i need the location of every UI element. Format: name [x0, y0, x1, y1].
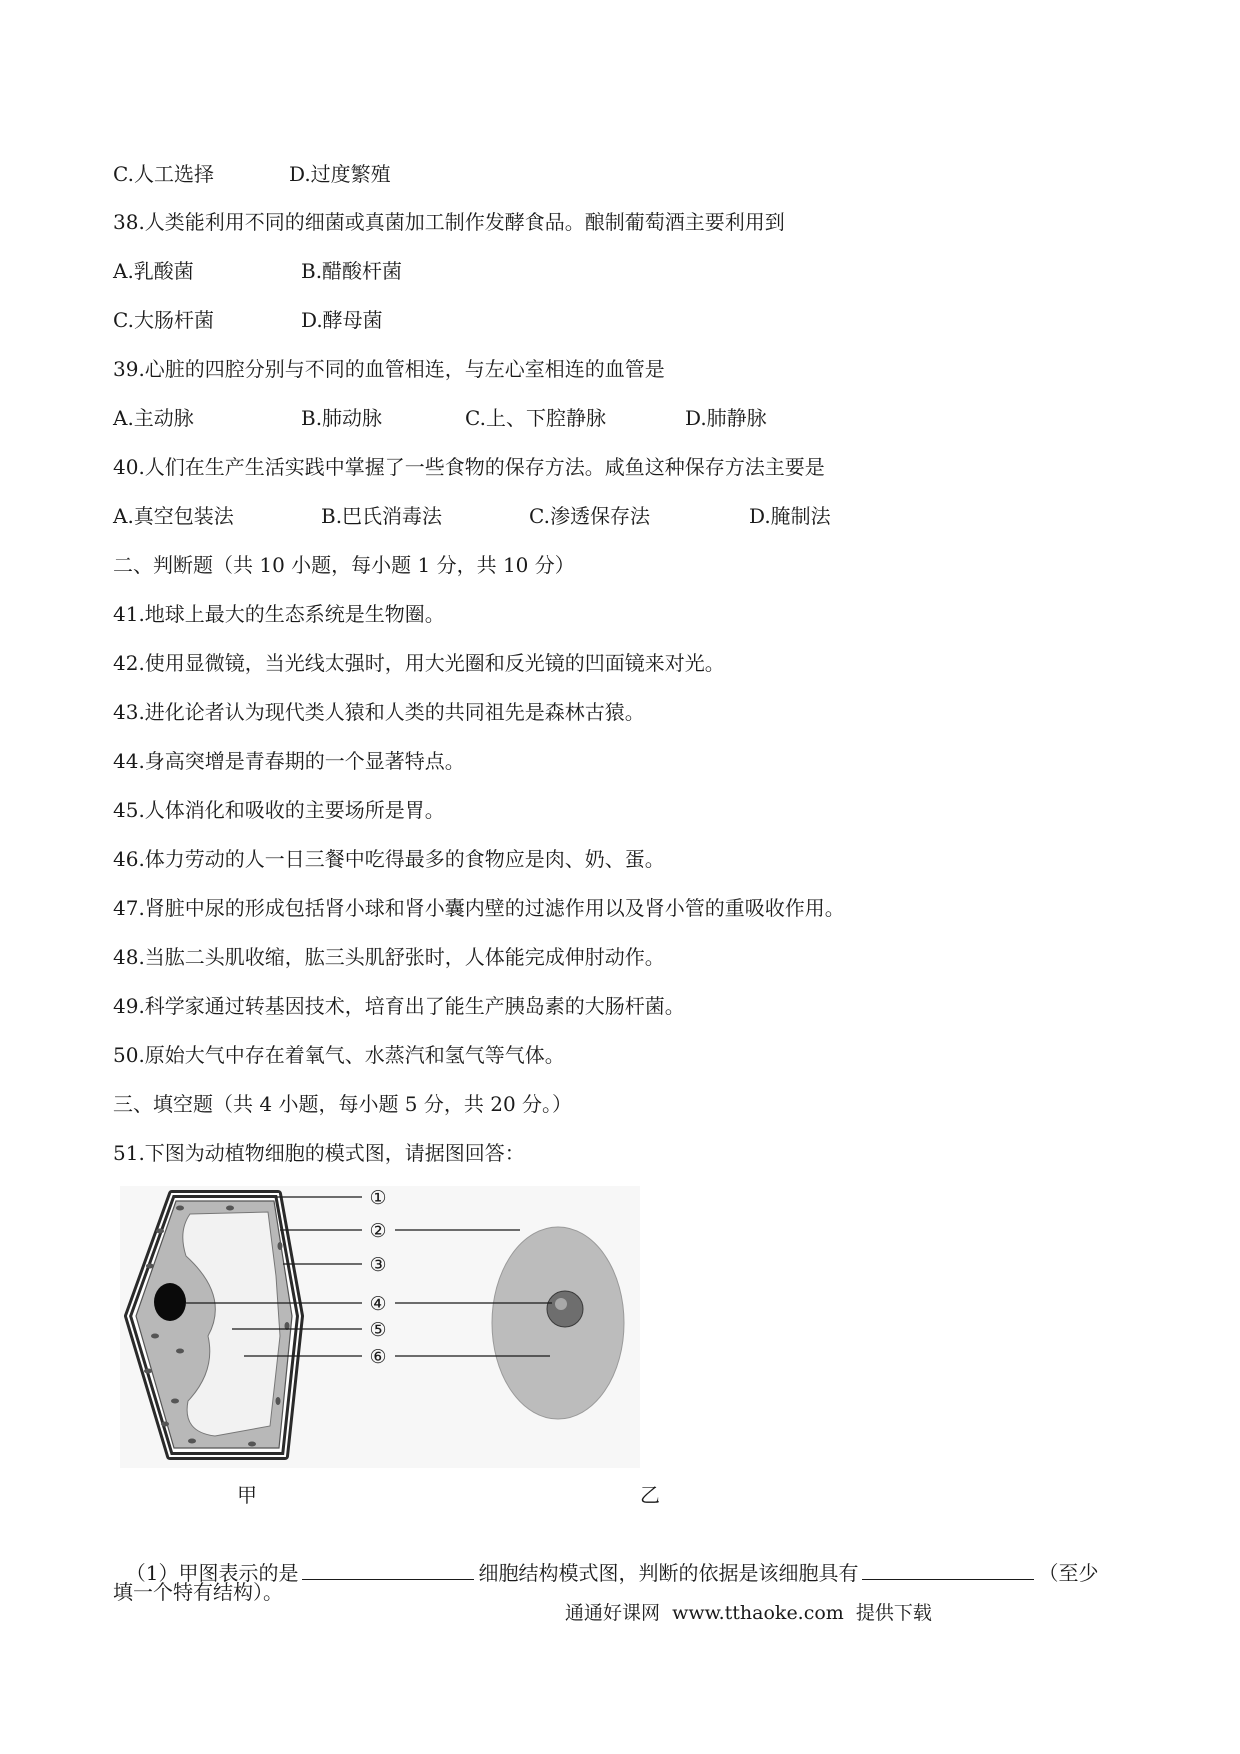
chloroplast: [188, 1439, 196, 1444]
judgement-item-41: 41.地球上最大的生态系统是生物圈。: [113, 602, 445, 626]
chloroplast: [176, 1349, 184, 1354]
section2-heading: 二、判断题（共 10 小题，每小题 1 分，共 10 分）: [113, 553, 575, 577]
caption-left: 甲: [237, 1483, 257, 1507]
q38-option-d: D.酵母菌: [301, 308, 383, 332]
judgement-item-45: 45.人体消化和吸收的主要场所是胃。: [113, 798, 445, 822]
q40-option-b: B.巴氏消毒法: [321, 504, 443, 528]
q51-question: 51.下图为动植物细胞的模式图，请据图回答：: [113, 1141, 525, 1165]
q39-question: 39.心脏的四腔分别与不同的血管相连，与左心室相连的血管是: [113, 357, 665, 381]
judgement-item-47: 47.肾脏中尿的形成包括肾小球和肾小囊内壁的过滤作用以及肾小管的重吸收作用。: [113, 896, 845, 920]
q39-option-b: B.肺动脉: [301, 406, 383, 430]
chloroplast: [226, 1206, 234, 1211]
q40-option-c: C.渗透保存法: [529, 504, 650, 528]
q51-sub1-line2: 填一个特有结构）。: [113, 1580, 283, 1604]
sub1-part-c: （至少: [1038, 1561, 1099, 1585]
chloroplast: [156, 1229, 164, 1234]
judgement-item-43: 43.进化论者认为现代类人猿和人类的共同祖先是森林古猿。: [113, 700, 645, 724]
plant-nucleus: [154, 1283, 186, 1321]
q40-question: 40.人们在生产生活实践中掌握了一些食物的保存方法。咸鱼这种保存方法主要是: [113, 455, 825, 479]
answer-blank-1[interactable]: [302, 1557, 474, 1580]
q38-question: 38.人类能利用不同的细菌或真菌加工制作发酵食品。酿制葡萄酒主要利用到: [113, 210, 785, 234]
chloroplast: [151, 1334, 159, 1339]
judgement-item-48: 48.当肱二头肌收缩，肱三头肌舒张时，人体能完成伸肘动作。: [113, 945, 665, 969]
judgement-item-50: 50.原始大气中存在着氧气、水蒸汽和氢气等气体。: [113, 1043, 565, 1067]
q38-option-b: B.醋酸杆菌: [301, 259, 403, 283]
q40-option-a: A.真空包装法: [113, 504, 234, 528]
label-1: ①: [369, 1187, 387, 1209]
label-2: ②: [369, 1220, 387, 1242]
judgement-item-49: 49.科学家通过转基因技术，培育出了能生产胰岛素的大肠杆菌。: [113, 994, 685, 1018]
q40-option-d: D.腌制法: [749, 504, 831, 528]
section3-heading: 三、填空题（共 4 小题，每小题 5 分，共 20 分。）: [113, 1092, 573, 1116]
chloroplast: [276, 1397, 281, 1405]
sub1-part-b: 细胞结构模式图，判断的依据是该细胞具有: [478, 1561, 859, 1585]
chloroplast: [248, 1442, 256, 1447]
q39-option-c: C.上、下腔静脉: [465, 406, 606, 430]
judgement-item-42: 42.使用显微镜，当光线太强时，用大光圈和反光镜的凹面镜来对光。: [113, 651, 725, 675]
cell-diagram: [120, 1186, 640, 1468]
animal-cell: [492, 1227, 624, 1419]
q38-option-a: A.乳酸菌: [113, 259, 194, 283]
caption-right: 乙: [640, 1483, 660, 1507]
label-3: ③: [369, 1254, 387, 1276]
q39-option-a: A.主动脉: [113, 406, 194, 430]
label-4: ④: [369, 1293, 387, 1315]
chloroplast: [278, 1242, 283, 1250]
chloroplast: [146, 1264, 154, 1269]
chloroplast: [161, 1422, 169, 1427]
q37-option-d: D.过度繁殖: [289, 162, 391, 186]
sub1-part-a: （1）甲图表示的是: [125, 1561, 299, 1585]
animal-nucleus: [547, 1291, 583, 1327]
q38-option-c: C.大肠杆菌: [113, 308, 214, 332]
judgement-item-46: 46.体力劳动的人一日三餐中吃得最多的食物应是肉、奶、蛋。: [113, 847, 665, 871]
chloroplast: [144, 1369, 152, 1374]
footer-source: 通通好课网 www.tthaoke.com 提供下载: [565, 1602, 932, 1624]
animal-nucleus-highlight: [555, 1298, 567, 1310]
chloroplast: [171, 1399, 179, 1404]
judgement-item-44: 44.身高突增是青春期的一个显著特点。: [113, 749, 465, 773]
answer-blank-2[interactable]: [862, 1557, 1034, 1580]
label-5: ⑤: [369, 1319, 387, 1341]
q39-option-d: D.肺静脉: [685, 406, 767, 430]
chloroplast: [176, 1206, 184, 1211]
q37-option-c: C.人工选择: [113, 162, 214, 186]
label-6: ⑥: [369, 1346, 387, 1368]
